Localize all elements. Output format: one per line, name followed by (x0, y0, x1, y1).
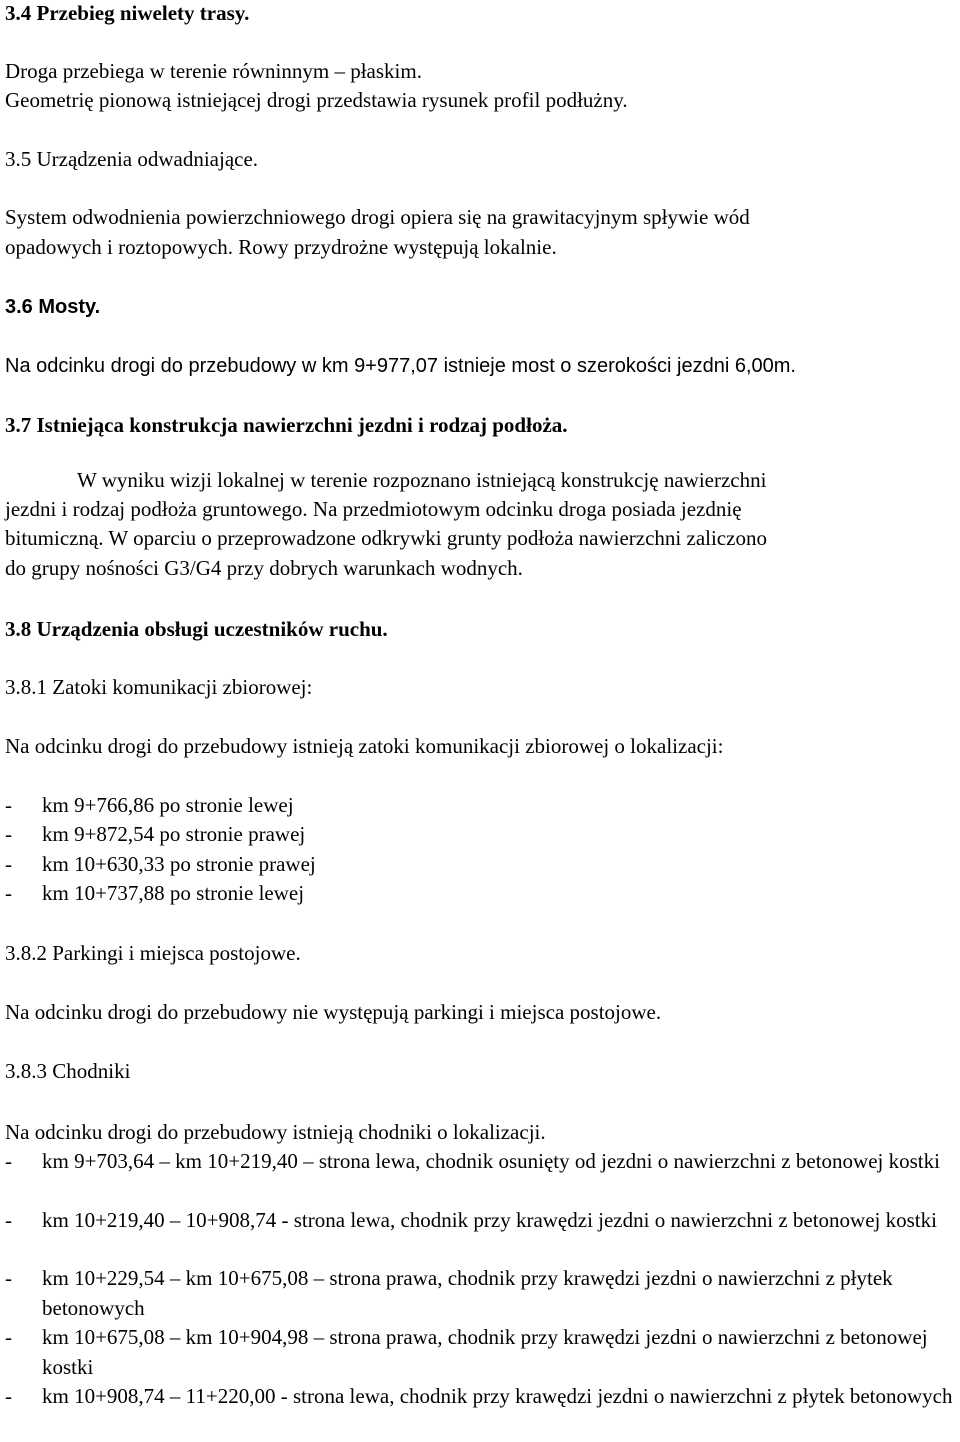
section-3-8-heading: 3.8 Urządzenia obsługi uczestników ruchu. (5, 617, 388, 641)
section-3-8-1-heading: 3.8.1 Zatoki komunikacji zbiorowej: (5, 675, 313, 699)
section-3-7-line-2: jezdni i rodzaj podłoża gruntowego. Na przedmiotowym odcinku droga posiada jezdnię (5, 497, 742, 521)
section-3-8-1-intro: Na odcinku drogi do przebudowy istnieją zatoki komunikacji zbiorowej o lokalizacji: (5, 734, 724, 758)
section-3-7-heading: 3.7 Istniejąca konstrukcja nawierzchni jezdni i rodzaj podłoża. (5, 413, 568, 437)
section-3-6-line-1: Na odcinku drogi do przebudowy w km 9+977,07 istnieje most o szerokości jezdni 6,00m. (5, 355, 796, 377)
section-3-8-2-heading: 3.8.2 Parkingi i miejsca postojowe. (5, 941, 301, 965)
section-3-4-heading: 3.4 Przebieg niwelety trasy. (5, 1, 250, 25)
section-3-7-line-4: do grupy nośności G3/G4 przy dobrych warunkach wodnych. (5, 556, 523, 580)
section-3-5-line-2: opadowych i roztopowych. Rowy przydrożne występują lokalnie. (5, 235, 557, 259)
section-3-4-line-2: Geometrię pionową istniejącej drogi przedstawia rysunek profil podłużny. (5, 88, 628, 112)
section-3-6-heading: 3.6 Mosty. (5, 296, 101, 318)
section-3-5-line-1: System odwodnienia powierzchniowego drogi opiera się na grawitacyjnym spływie wód (5, 205, 750, 229)
section-3-4-line-1: Droga przebiega w terenie równinnym – płaskim. (5, 59, 422, 83)
section-3-5-heading: 3.5 Urządzenia odwadniające. (5, 147, 259, 171)
section-3-8-3-intro: Na odcinku drogi do przebudowy istnieją chodniki o lokalizacji. (5, 1120, 546, 1144)
section-3-7-line-1: W wyniku wizji lokalnej w terenie rozpoznano istniejącą konstrukcję nawierzchni (77, 468, 767, 492)
section-3-8-3-heading: 3.8.3 Chodniki (5, 1059, 131, 1083)
section-3-7-line-3: bitumiczną. W oparciu o przeprowadzone odkrywki grunty podłoża nawierzchni zaliczono (5, 526, 767, 550)
section-3-8-2-text: Na odcinku drogi do przebudowy nie występują parkingi i miejsca postojowe. (5, 1000, 662, 1024)
